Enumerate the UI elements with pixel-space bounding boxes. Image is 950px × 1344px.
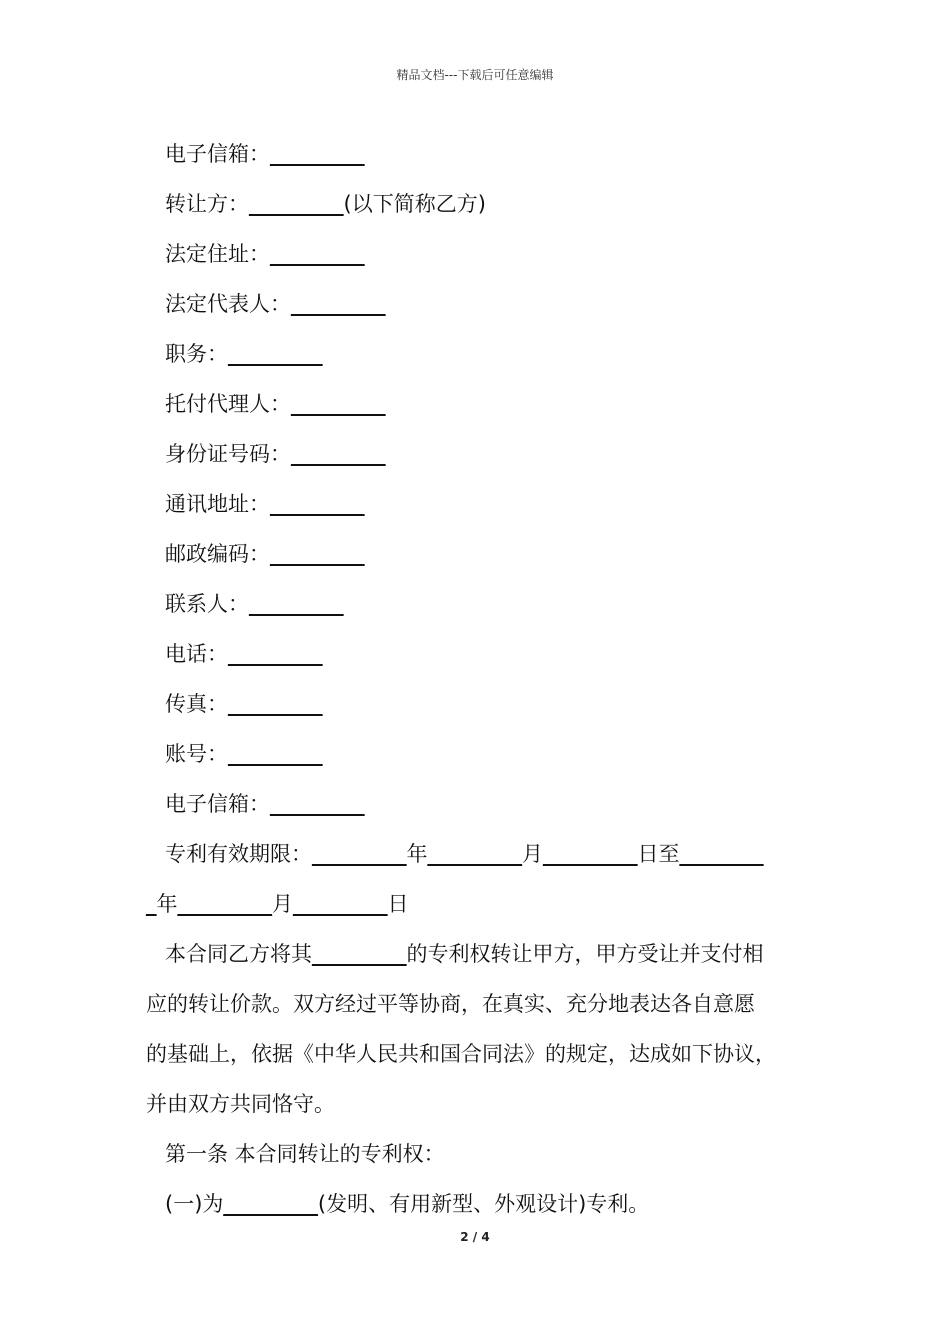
fill-in-blank: _________ [270,142,365,166]
document-line [146,179,826,229]
fill-in-blank: _________ [291,442,386,466]
line-text: 电子信箱： [165,792,270,816]
line-text: (发明、有用新型、外观设计)专利。 [317,1192,650,1216]
line-text: 月 [522,842,543,866]
line-text: 本合同乙方将其 [165,942,312,966]
fill-in-blank: _________ [312,942,407,966]
fill-in-blank: _________ [427,842,522,866]
page-number: 2 / 4 [460,1230,490,1244]
document-line [146,579,826,629]
fill-in-blank: _________ [223,1192,318,1216]
line-text: (以下简称乙方) [343,192,486,216]
line-text: 身份证号码： [165,442,291,466]
fill-in-blank: _________ [291,392,386,416]
document-line [146,229,826,279]
document-line [146,329,826,379]
line-text: 账号： [165,742,228,766]
fill-in-blank: _________ [249,192,344,216]
line-text: 邮政编码： [165,542,270,566]
line-text: 应的转让价款。双方经过平等协商，在真实、充分地表达各自意愿 [146,992,755,1016]
page-header: 精品文档---下载后可任意编辑 [396,68,554,82]
document-line [146,679,826,729]
fill-in-blank: _________ [177,892,272,916]
document-line [146,1179,826,1229]
document-line [146,1079,826,1129]
line-text: 职务： [165,342,228,366]
document-line [146,779,826,829]
document-line [146,1029,826,1079]
document-line [146,979,826,1029]
fill-in-blank: _________ [270,242,365,266]
fill-in-blank: _________ [228,342,323,366]
line-text: 法定住址： [165,242,270,266]
document-line [146,1129,826,1179]
document-line [146,429,826,479]
line-text: 并由双方共同恪守。 [146,1092,335,1116]
line-text: 法定代表人： [165,292,291,316]
line-text: 日至 [637,842,680,866]
fill-in-blank: _________ [270,792,365,816]
document-line [146,879,826,929]
line-text: 年 [406,842,428,866]
line-text: 月 [272,892,293,916]
fill-in-blank: _________ [543,842,638,866]
fill-in-blank: _________ [293,892,388,916]
document-body [146,129,826,1229]
document-line [146,829,826,879]
fill-in-blank: _________ [228,642,323,666]
line-text: 电子信箱： [165,142,270,166]
line-text: 日 [387,892,409,916]
line-text: 转让方： [165,192,249,216]
document-line [146,279,826,329]
fill-in-blank: _ [146,892,157,916]
document-line [146,729,826,779]
fill-in-blank: _________ [228,692,323,716]
document-line [146,379,826,429]
line-text: 传真： [165,692,228,716]
document-line [146,629,826,679]
fill-in-blank: _________ [270,542,365,566]
line-text: 电话： [165,642,228,666]
line-text: 年 [156,892,178,916]
line-text: 的基础上，依据《中华人民共和国合同法》的规定，达成如下协议， [146,1042,776,1066]
line-text: 联系人： [165,592,249,616]
line-text: 托付代理人： [165,392,291,416]
document-line [146,479,826,529]
line-text: 第一条 本合同转让的专利权： [165,1142,445,1166]
document-line [146,129,826,179]
line-text: 专利有效期限： [165,842,312,866]
fill-in-blank: _________ [270,492,365,516]
fill-in-blank: _________ [249,592,344,616]
fill-in-blank: ________ [679,842,764,866]
line-text: 的专利权转让甲方，甲方受让并支付相 [406,942,764,966]
line-text: 通讯地址： [165,492,270,516]
document-line [146,529,826,579]
fill-in-blank: _________ [312,842,407,866]
line-text: (一)为 [165,1192,224,1216]
fill-in-blank: _________ [228,742,323,766]
fill-in-blank: _________ [291,292,386,316]
document-line [146,929,826,979]
